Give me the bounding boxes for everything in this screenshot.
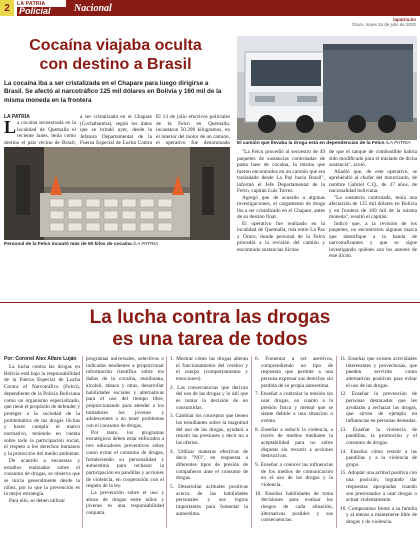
story1-col4-p1: "La Felcn procedió al secuestro de 49 paquetes de sustancias controladas de pasta base de cocaína, la misma que fueron encontrados en un camión que era trasladado desde La Paz hacia Brasil", informó el Jefe Departamental de la Felcn, capitán Luis Torrez.	[237, 149, 325, 194]
column-rule	[82, 356, 83, 528]
column-rule	[166, 356, 167, 528]
story-separator	[0, 302, 420, 303]
story1-col5-p1: de que el tanque de combustible habría sido modificado para el traslado de dicha sustancia", acotó.	[329, 149, 417, 168]
list-item: 15. Adoptar una actitud positiva con una posición, logrando dar respuestas apropiadas cuando son presionados a usar drogas o actuar violentamente.	[340, 470, 417, 504]
story2-col2-p3: La prevención sobre el uso y abuso de drogas entre niños y jóvenes es una responsabilidad conjunta.	[86, 490, 164, 517]
brand-logo	[14, 0, 66, 16]
story2-list-1	[170, 356, 248, 519]
story2-col2-p2: Por tanto, los programas estratégicos deben estar enfocados a tres educadores preventivos sobre como evitar el consumo de drogas, fortaleciendo su personalidad y autoestima para rechazar la participación en pandillas y acciones de violencia, en cooperación con el respeto de la ley.	[86, 429, 164, 490]
list-item: 1. Mostrar cómo las drogas alteran el funcionamiento del cerebro y el cuerpo (comportamiento y emociones).	[170, 356, 248, 383]
story1-col4-p2: Agregó que de acuerdo a algunas investigaciones, el cargamento de droga iba a ser cristalizado en el Chapare, antes de su destino final.	[237, 194, 325, 220]
list-item: 8. Enseñar a reducir la violencia, a través de medios mediante la aceptabilidad para no sobre disputas sin recurrir a acciones destructivas.	[255, 426, 333, 460]
story2-list-3	[340, 356, 417, 528]
list-item: 14. Enseñar cómo resistir a las pandillas y a la violencia de grupo.	[340, 448, 417, 468]
list-item: 9. Enseñar a conocer las influencias de los medios de comunicación en el uso de las drogas y la violencia.	[255, 461, 333, 489]
story1-headline-line1: Cocaína viajaba oculta	[29, 37, 202, 54]
story2-headline	[0, 307, 420, 351]
story2-column-1	[4, 356, 80, 505]
list-item: 5. Desarrollar actitudes positivas acerca de las habilidades personales y sus logros importantes para fomentar la autoestima.	[170, 483, 248, 517]
list-item: 12. Enseñar la prevención de personas destacadas que les ayudarán a rechazar las drogas, que sirven de ejemplo en influencias en personas deseadas.	[340, 391, 417, 425]
story1-col3-text: El 13 de julio efectivos policiales de la Felcn en Quemalla, incautaron 50.390 kilogramos, en el interior del motor de un camión, el operativo fue denominado	[156, 114, 230, 146]
story1-column-5	[329, 149, 417, 260]
brand-top: LA PATRIA	[17, 0, 46, 7]
seized-drugs-photo	[4, 147, 230, 240]
story1-col5-p4: Indicó que, a la revisión de los paquetes, no encontraron algunas marca que identifique a la banda de narcotraficantes y que se sigue investigando quiénes son los autores de este ilícito.	[329, 220, 417, 259]
story2-col1-p2: De acuerdo a encuestas y estudios realizados sobre el consumo de drogas, se observa que se inicia generalmente desde la niñez, por lo que la prevención es la mejor estrategia.	[4, 457, 80, 498]
story1-col5-p2: Añadió que, de este operativo, se aprehendió al chofer del motorizado, de nombre Gabriel C.Q., de 37 años, de nacionalidad boliviana.	[329, 168, 417, 194]
list-item: 4. Utilizar maneras efectivas de decir "NO", en respuesta a diferentes tipos de presión de compañeros ante el consumo de drogas.	[170, 448, 248, 482]
section-title: Nacional	[66, 0, 420, 16]
list-item: 2. Las consecuencias que derivan del uso de las drogas y lo útil que es tomar la decisión de no consumirlas.	[170, 384, 248, 411]
list-item: 13. Enseñar la violencia de pandillas, la promoción y el consumo de drogas.	[340, 426, 417, 447]
story1-dropcap: L	[4, 117, 17, 137]
list-item: 7. Enseñar a controlar la tensión sin usar drogas, en cuanto a la presión física y mental que se siente debido a una situación o evento.	[255, 391, 333, 425]
story1-col2-text: a ser cristalizada en el Chapare (Cochabamba), según los datos que se brindó ayer, desde la Jefatura Departamental de la Fuerza Especial de Lucha Contra	[80, 114, 152, 146]
column-rule	[251, 356, 252, 528]
photo1-caption-credit: /LA PATRIA	[133, 242, 159, 247]
story1-headline-line2: con destino a Brasil	[39, 56, 192, 73]
story1-column-4	[237, 149, 325, 253]
story2-headline-line1: La lucha contra las drogas	[89, 307, 331, 328]
list-item: 11. Enseñar que existen actividades interesantes y provechosas, que pueden servirles como alternativas positivas para evitar el uso de las drogas.	[340, 356, 417, 389]
truck-photo	[237, 36, 417, 140]
photo1-caption-text: Personal de la Felcn incautó más de 50 kilos de cocaína	[4, 242, 132, 247]
story2-headline-line2: es una tarea de todos	[112, 329, 308, 350]
story2-list-2	[255, 356, 333, 526]
story2-col1-p1: La lucha contra las drogas en Bolivia está bajo la responsabilidad de la Fuerza Especial de Lucha Contra el Narcotráfico (Felcn), dependiente de la Policía Boliviana como un organismo especializado, que tiene el propósito de defender y proteger a la sociedad de la problemática de las drogas ilícitas y hacer cumplir el marco normativo, teniendo en cuenta sobre todo la participación social, el respeto a los derechos humanos y la protección del medio ambiente.	[4, 364, 80, 458]
page-number: 2	[0, 0, 14, 16]
photo1-caption	[4, 242, 230, 247]
site-name: lapatria.bo	[393, 17, 416, 22]
list-item: 16. Compromiso frente a su familia y al menos a mantenerse libre de drogas y de violencia.	[340, 505, 417, 526]
story1-col5-p3: "La sustancia controlada, tenía una afectación de 125 mil dólares en Bolivia y en frontera de 160 mil de la misma moneda", resaltó el capitán.	[329, 194, 417, 220]
dateline	[352, 17, 416, 27]
photo2-caption-text: El camión que llevaba la droga está en dependencias de la Felcn	[237, 141, 385, 146]
story2-col2-p1: programas universales, selectivos o indicados tendientes a proporcionar información científica sobre los daños de la cocaína, marihuana, alcohol, tabaco y otras, desarrollar habilidades sociales y alternativas para el uso del tiempo libre, proporcionando para atender a los tomadores los jóvenes y adolescentes a no tener problemas con el consumo de drogas.	[86, 356, 164, 430]
story1-deck: La cocaína iba a ser cristalizada en el Chapare para luego dirigirse a Brasil. Se afectó al narcotráfico 125 mil dólares en Bolivia y 160 mil de la misma moneda en la frontera	[4, 80, 222, 104]
list-item: 3. Cambiar los conceptos que tienen los estudiantes sobre la magnitud del uso de las drogas, ayudará a resistir las presiones y decir no a las ofertas.	[170, 413, 248, 447]
story1-headline	[0, 36, 231, 74]
brand-main: Policial	[17, 7, 66, 16]
story1-col4-p3: El operativo fue realizado en la localidad de Quemalla, ruta entre La Paz y Oruro, donde personal de la Felcn procedió a la revisión del camión y encontrado sustancias ilícitas	[237, 220, 325, 253]
photo2-caption	[237, 141, 417, 146]
story2-col1-p3: Para ello, se deben utilizar	[9, 498, 66, 505]
story2-byline: Por: Coronel Alex Alfaro Luján	[4, 356, 77, 362]
page-header	[0, 0, 420, 16]
issue-date: Oruro, lunes 16 de julio de 2020	[351, 22, 416, 27]
column-rule	[336, 356, 337, 528]
photo2-caption-credit: /LA PATRIA	[385, 141, 411, 146]
story2-column-2	[86, 356, 164, 517]
list-item: 10. Enseñar habilidades de toma decisiones para evaluar los riesgos de cada situación, alternativas posibles y sus consecuencias.	[255, 490, 333, 524]
story1-col1-text: a cocaína secuestrada en la localidad de Quemalla el reciente lunes, tenía como destino el país vecino de Brasil,	[4, 120, 76, 146]
story1-byline: LA PATRIA	[4, 114, 30, 120]
list-item: 6. Fomentar a ser asertivos, comprendiendo un tipo de respuesta que permite a una persona expresar sus derechos sin perdida de su propia autoestima.	[255, 356, 333, 389]
